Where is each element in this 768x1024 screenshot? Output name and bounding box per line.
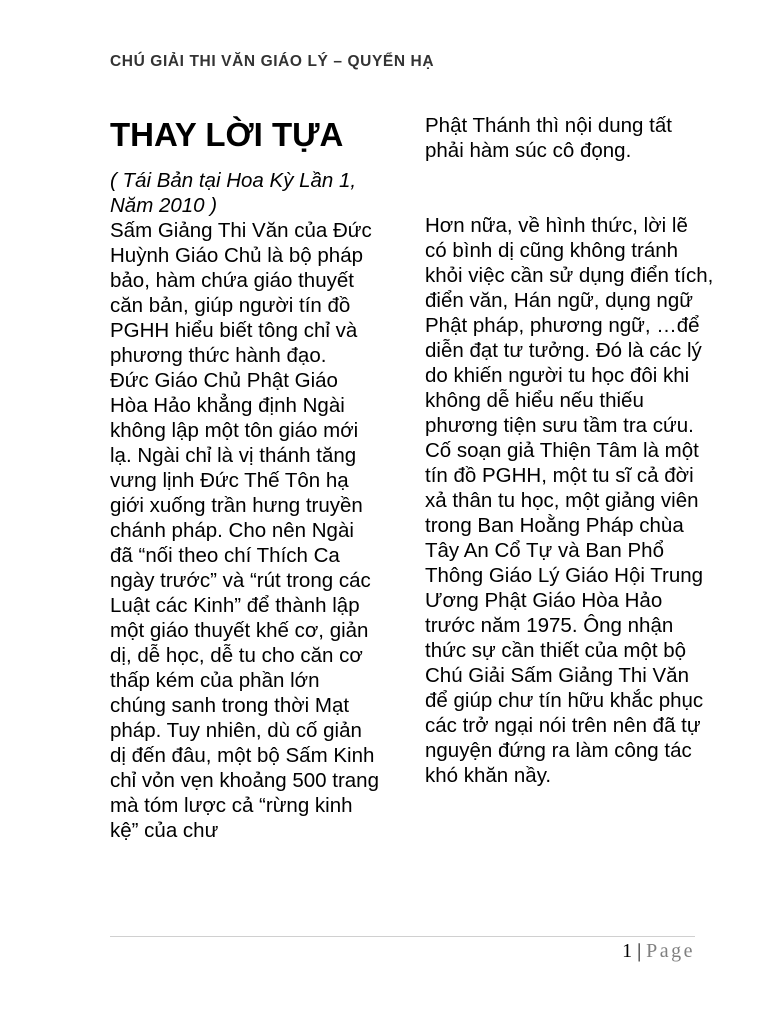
paragraph-gap <box>425 188 715 213</box>
page-title: THAY LỜI TỰA <box>110 116 344 153</box>
paragraph-right-1: Phật Thánh thì nội dung tất phải hàm súc cô đọng. <box>425 114 672 162</box>
page-number: 1 <box>622 940 633 962</box>
running-header: CHÚ GIẢI THI VĂN GIÁO LÝ – QUYỂN HẠ <box>110 53 435 70</box>
footer-separator: | <box>637 940 642 962</box>
page-label: Page <box>646 940 695 962</box>
paragraph-gap <box>425 163 715 188</box>
paragraph-left-2: Đức Giáo Chủ Phật Giáo Hòa Hảo khẳng định Ngài không lập một tôn giáo mới lạ. Ngài chỉ là vị thánh tăng vưng lịnh Đức Thế Tôn hạ giới xuống trần hưng truyền chánh pháp. Cho nên Ngài đã “nối theo chí Thích Ca ngày trước” và “rút trong các Luật các Kinh” để thành lập một giáo thuyết khế cơ, giản dị, dễ học, dễ tu cho căn cơ thấp kém của phần lớn chúng sanh trong thời Mạt pháp. Tuy nhiên, dù cố giản dị đến đâu, một bộ Sấm Kinh chỉ vỏn vẹn khoảng 500 trang mà tóm lược cả “rừng kinh kệ” của chư <box>110 369 379 842</box>
paragraph-right-2: Hơn nữa, về hình thức, lời lẽ có bình dị cũng không tránh khỏi việc cần sử dụng điển tích, điển văn, Hán ngữ, dụng ngữ Phật pháp, phương ngữ, …để diễn đạt tư tưởng. Đó là các lý do khiến người tu học đôi khi không dễ hiểu nếu thiếu phương tiện sưu tầm tra cứu. <box>425 214 714 437</box>
paragraph-left-1: Sấm Giảng Thi Văn của Đức Huỳnh Giáo Chủ là bộ pháp bảo, hàm chứa giáo thuyết căn bản, giúp người tín đồ PGHH hiểu biết tông chỉ và phương thức hành đạo. <box>110 219 372 367</box>
page-footer <box>622 940 695 963</box>
left-column <box>110 108 380 843</box>
edition-subtitle: ( Tái Bản tại Hoa Kỳ Lần 1, Năm 2010 ) <box>110 169 357 217</box>
footer-divider <box>110 936 695 937</box>
right-column <box>425 113 715 788</box>
paragraph-right-3: Cố soạn giả Thiện Tâm là một tín đồ PGHH, một tu sĩ cả đời xả thân tu học, một giảng viên trong Ban Hoằng Pháp chùa Tây An Cổ Tự và Ban Phổ Thông Giáo Lý Giáo Hội Trung Ương Phật Giáo Hòa Hảo trước năm 1975. Ông nhận thức sự cần thiết của một bộ Chú Giải Sấm Giảng Thi Văn để giúp chư tín hữu khắc phục các trở ngại nói trên nên đã tự nguyện đứng ra làm công tác khó khăn nầy. <box>425 439 704 787</box>
